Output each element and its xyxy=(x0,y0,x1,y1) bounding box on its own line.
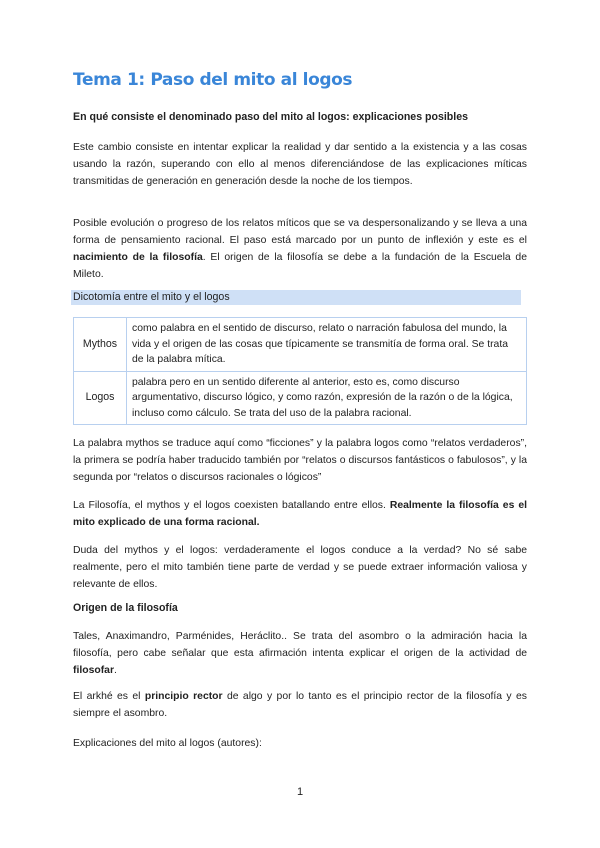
table-row xyxy=(74,371,527,425)
definition-logos: palabra pero en un sentido diferente al anterior, esto es, como discurso argumentativo, discurso lógico, y como razón, expresión de la razón o de la lógica, incluso como cálculo. Se trata del uso de la palabra racional. xyxy=(127,371,527,425)
page-number: 1 xyxy=(296,786,304,798)
paragraph-6-text: Tales, Anaximandro, Parménides, Heráclito.. Se trata del asombro o la admiración hacia la filosofía, pero cabe señalar que esta afirmación intenta explicar el origen de la actividad de xyxy=(73,631,527,659)
paragraph-8 xyxy=(73,735,527,752)
page-title: Tema 1: Paso del mito al logos xyxy=(73,70,353,90)
paragraph-5 xyxy=(73,542,527,593)
paragraph-7-bold: principio rector xyxy=(144,691,223,702)
paragraph-2-text-end: . El origen de la filosofía se debe a la fundación de la Escuela de Mileto. xyxy=(73,252,527,280)
paragraph-6-bold: filosofar xyxy=(73,665,114,676)
dichotomy-heading: Dicotomía entre el mito y el logos xyxy=(71,290,521,305)
paragraph-2-text: Posible evolución o progreso de los relatos míticos que se va despersonalizando y se lleva a una forma de pensamiento racional. El paso está marcado por un punto de inflexión y este es el xyxy=(73,218,527,246)
paragraph-1-text: Este cambio consiste en intentar explicar la realidad y dar sentido a la existencia y a las cosas usando la razón, superando con ello al menos diferenciándose de las explicaciones míticas transmitidas de generación en generación desde la noche de los tiempos. xyxy=(73,142,527,187)
paragraph-2-bold: nacimiento de la filosofía xyxy=(73,252,203,263)
paragraph-4-text: La Filosofía, el mythos y el logos coexisten batallando entre ellos. xyxy=(73,500,390,511)
dichotomy-table xyxy=(73,317,527,425)
paragraph-1 xyxy=(73,139,527,190)
paragraph-7 xyxy=(73,688,527,722)
origin-heading: Origen de la filosofía xyxy=(73,602,178,614)
paragraph-7-text: El arkhé es el xyxy=(73,691,145,702)
paragraph-7-text-end: de algo y por lo tanto es el principio rector de la filosofía y es siempre el asombro. xyxy=(73,691,527,719)
paragraph-2 xyxy=(73,215,527,283)
paragraph-6 xyxy=(73,628,527,679)
paragraph-4-bold: Realmente la filosofía es el mito explicado de una forma racional. xyxy=(73,500,527,528)
paragraph-5-text: Duda del mythos y el logos: verdaderamente el logos conduce a la verdad? No sé sabe realmente, pero el mito también tiene parte de verdad y se puede extraer información valiosa y relevante de ellos. xyxy=(73,545,527,590)
paragraph-6-text-end: . xyxy=(114,665,117,676)
term-mythos: Mythos xyxy=(74,318,127,372)
paragraph-8-text: Explicaciones del mito al logos (autores): xyxy=(73,738,262,749)
paragraph-3 xyxy=(73,435,527,486)
subtitle-heading: En qué consiste el denominado paso del mito al logos: explicaciones posibles xyxy=(73,111,468,123)
paragraph-4 xyxy=(73,497,527,531)
definition-mythos: como palabra en el sentido de discurso, relato o narración fabulosa del mundo, la vida y el origen de las cosas que típicamente se transmitía de forma oral. Se trata de la palabra mítica. xyxy=(127,318,527,372)
table-row xyxy=(74,318,527,372)
term-logos: Logos xyxy=(74,371,127,425)
paragraph-3-text: La palabra mythos se traduce aquí como “ficciones” y la palabra logos como “relatos verdaderos”, la primera se podría haber traducido también por “relatos o discursos fantásticos o fabulosos”, y la segunda por “relatos o discursos racionales o lógicos” xyxy=(73,438,527,483)
